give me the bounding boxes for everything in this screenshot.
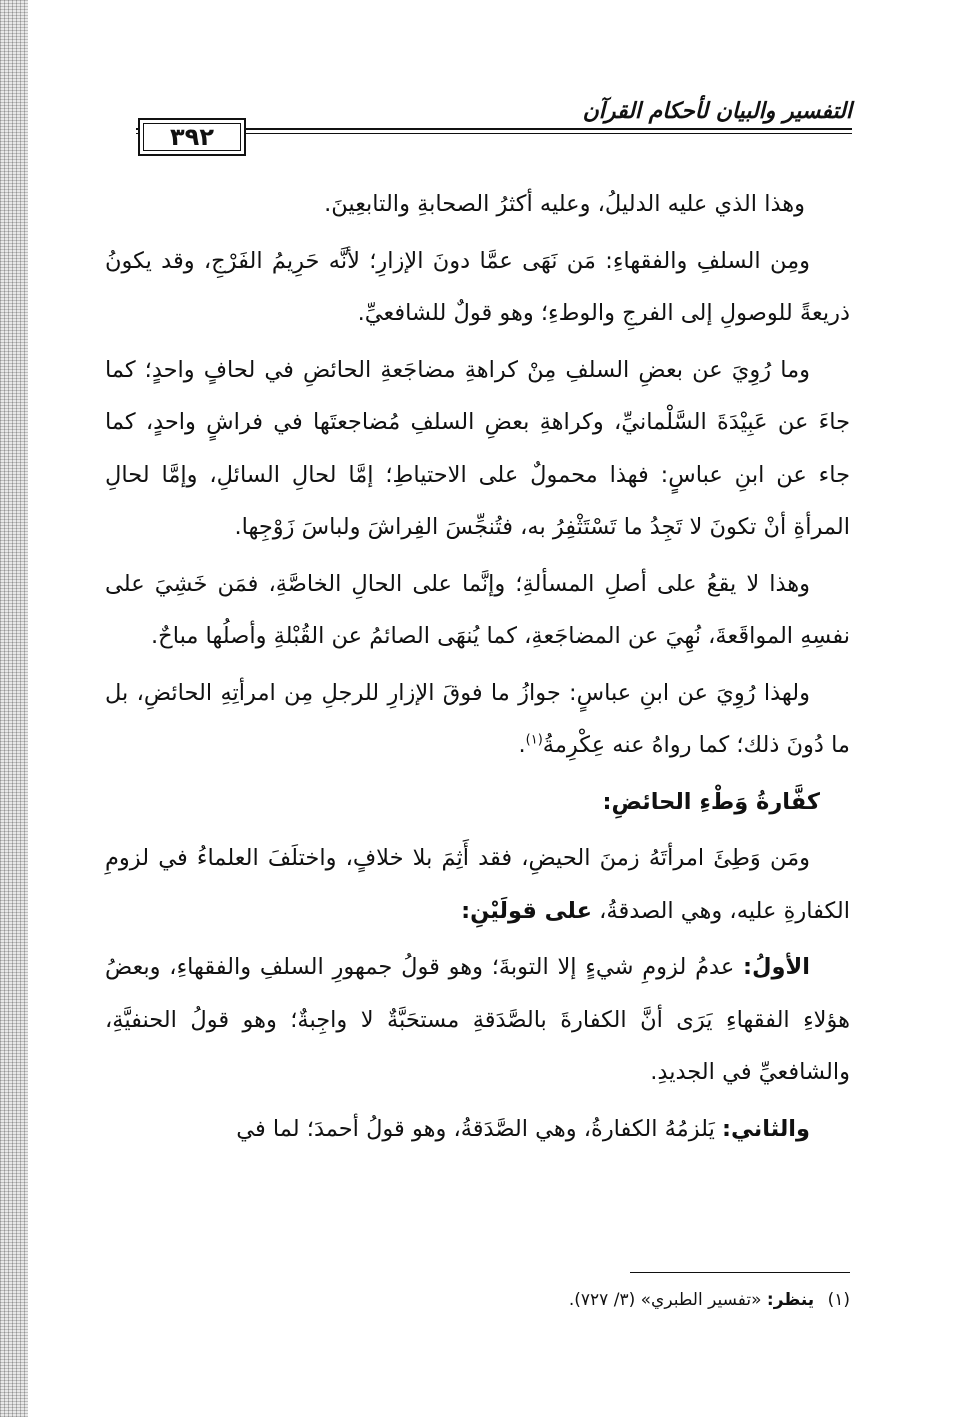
running-title: التفسير والبيان لأحكام القرآن: [582, 98, 852, 124]
footnote-marker[interactable]: (١): [525, 732, 543, 748]
page-header: [100, 92, 852, 162]
page-number: ٣٩٢: [138, 118, 246, 156]
section-heading: كفَّارةُ وَطْءِ الحائضِ:: [602, 788, 820, 815]
point-label: الأولُ:: [743, 954, 810, 980]
main-text: [105, 178, 850, 1159]
paragraph: وهذا لا يقعُ على أصلِ المسألةِ؛ وإنَّما على الحالِ الخاصَّةِ، فمَن خَشِيَ على نفسِهِ المواقَعةَ، نُهِيَ عن المضاجَعةِ، كما يُنهَى الصائمُ عن القُبْلةِ وأصلُها مباحٌ.: [105, 570, 850, 649]
footnote-separator: [630, 1272, 850, 1273]
paragraph: ومِن السلفِ والفقهاءِ: مَن نَهَى عمَّا دونَ الإزارِ؛ لأنَّه حَرِيمُ الفَرْجِ، وقد يكونُ ذريعةً للوصولِ إلى الفرجِ والوطءِ؛ وهو قولٌ للشافعيِّ.: [105, 247, 850, 326]
footnote: [250, 1290, 850, 1310]
emphasis: على قولَيْنِ:: [461, 897, 592, 924]
paragraph: والثاني: يَلزمُهُ الكفارةُ، وهي الصَّدَقةُ، وهو قولُ أحمدَ؛ لما في: [236, 1115, 810, 1142]
binding-edge-texture: [0, 0, 28, 1417]
paragraph: ومَن وَطِئَ امرأتَهُ زمنَ الحيضِ، فقد أَثِمَ بلا خلافٍ، واختلَفَ العلماءُ في لزومِ الكفارةِ عليه، وهي الصدقةُ، على قولَيْنِ:: [105, 845, 850, 924]
paragraph: وما رُوِيَ عن بعضِ السلفِ مِنْ كراهةِ مضاجَعةِ الحائضِ في لحافٍ واحدٍ؛ كما جاءَ عن عَبِيْدَةَ السَّلْمانيِّ، وكراهةِ بعضِ السلفِ مُضاجعتَها في فراشٍ واحدٍ، كما جاء عن ابنِ عباسٍ: فهذا محمولٌ على الاحتياطِ؛ إمَّا لحالِ السائلِ، وإمَّا لحالِ المرأةِ أنْ تكونَ لا تَجِدُ ما تَسْتَثْفِرُ به، فتُنجِّسَ الفِراشَ ولباسَ زَوْجِها.: [105, 356, 850, 540]
paragraph: ولهذا رُوِيَ عن ابنِ عباسٍ: جوازُ ما فوقَ الإزارِ للرجلِ مِن امرأتِهِ الحائضِ، بل ما دُونَ ذلك؛ كما رواهُ عنه عِكْرِمةُ$^{(١)}$.: [105, 679, 850, 758]
paragraph: وهذا الذي عليه الدليلُ، وعليه أكثرُ الصحابةِ والتابعِينَ.: [324, 191, 805, 217]
paragraph-text: ولهذا رُوِيَ عن ابنِ عباسٍ: جوازُ ما فوقَ الإزارِ للرجلِ مِن امرأتِهِ الحائضِ، بل ما دُونَ ذلك؛ كما رواهُ عنه عِكْرِمةُ: [105, 679, 850, 758]
footnote-label: ينظر:: [766, 1290, 815, 1310]
paragraph: الأولُ: عدمُ لزومِ شيءٍ إلا التوبةَ؛ وهو قولُ جمهورِ السلفِ والفقهاءِ، وبعضُ هؤلاءِ الفقهاءِ يَرَى أنَّ الكفارةَ بالصَّدَقةِ مستحَبَّةٌ لا واجِبةٌ؛ وهو قولُ الحنفيَّةِ، والشافعيِّ في الجديدِ.: [105, 954, 850, 1085]
point-label: والثاني:: [722, 1115, 810, 1142]
footnote-number: (١): [827, 1290, 850, 1310]
footnote-text: «تفسير الطبري» (٣/ ٧٢٧).: [568, 1290, 762, 1310]
